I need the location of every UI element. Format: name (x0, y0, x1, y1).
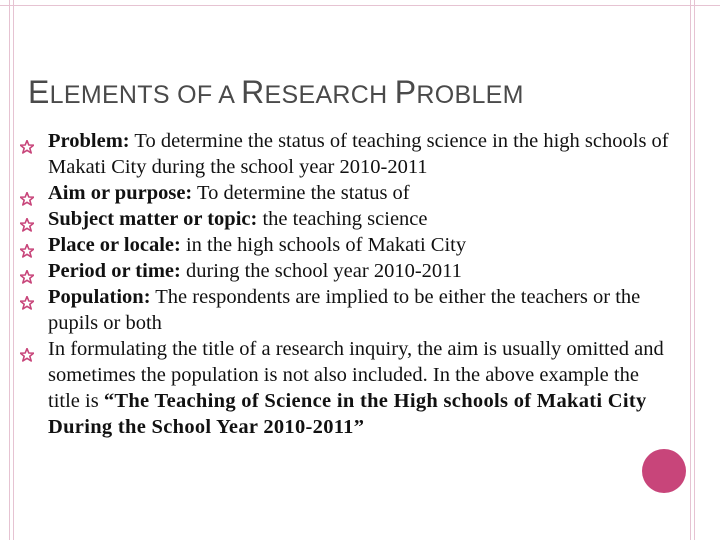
star-bullet-icon (20, 265, 34, 279)
bullet-text: in the high schools of Makati City (180, 234, 467, 256)
bullet-item (20, 284, 670, 336)
title-segment: R (241, 74, 265, 110)
bullet-label: Aim or purpose: (48, 182, 193, 204)
bullet-item (20, 206, 670, 232)
bullet-label: Place or locale: (48, 234, 181, 256)
bullet-item (20, 232, 670, 258)
star-bullet-icon (20, 187, 34, 201)
bullet-text: The respondents are implied to be either the teachers or the pupils or both (48, 286, 641, 334)
title-segment: ROBLEM (416, 81, 524, 109)
bullet-text: In formulating the title of a research inquiry, the aim is usually omitted and sometimes the population is not also included. In the above example the title is (48, 338, 664, 412)
bullet-text: To determine the status of (192, 182, 410, 204)
frame-line-left-inner (13, 0, 14, 540)
bullet-item (20, 336, 670, 440)
title-segment: P (394, 74, 417, 110)
star-bullet-icon (20, 343, 34, 357)
star-bullet-icon (20, 135, 34, 149)
bullet-label: Period or time: (48, 260, 181, 282)
frame-line-right (690, 0, 691, 540)
bullet-label: Population: (48, 286, 151, 308)
bullet-text: the teaching science (257, 208, 428, 230)
bullet-text: To determine the status of teaching science in the high schools of Makati City during the school year 2010-2011 (48, 130, 669, 178)
star-bullet-icon (20, 291, 34, 305)
accent-circle (642, 449, 686, 493)
title-segment: ESEARCH (264, 81, 395, 109)
title-segment: LEMENTS OF A (49, 81, 242, 109)
bullet-item (20, 180, 670, 206)
bullet-item (20, 258, 670, 284)
star-bullet-icon (20, 213, 34, 227)
frame-line-top (0, 5, 720, 6)
bullet-list (20, 128, 670, 440)
example-title-quote: “The Teaching of Science in the High schools of Makati City During the School Year 2010-2011” (48, 390, 647, 438)
bullet-item (20, 128, 670, 180)
star-bullet-icon (20, 239, 34, 253)
bullet-text: during the school year 2010-2011 (180, 260, 462, 282)
slide-title (28, 74, 524, 111)
bullet-label: Problem: (48, 130, 130, 152)
frame-line-left (9, 0, 10, 540)
title-segment: E (28, 74, 50, 110)
bullet-label: Subject matter or topic: (48, 208, 258, 230)
frame-line-right-inner (694, 0, 695, 540)
